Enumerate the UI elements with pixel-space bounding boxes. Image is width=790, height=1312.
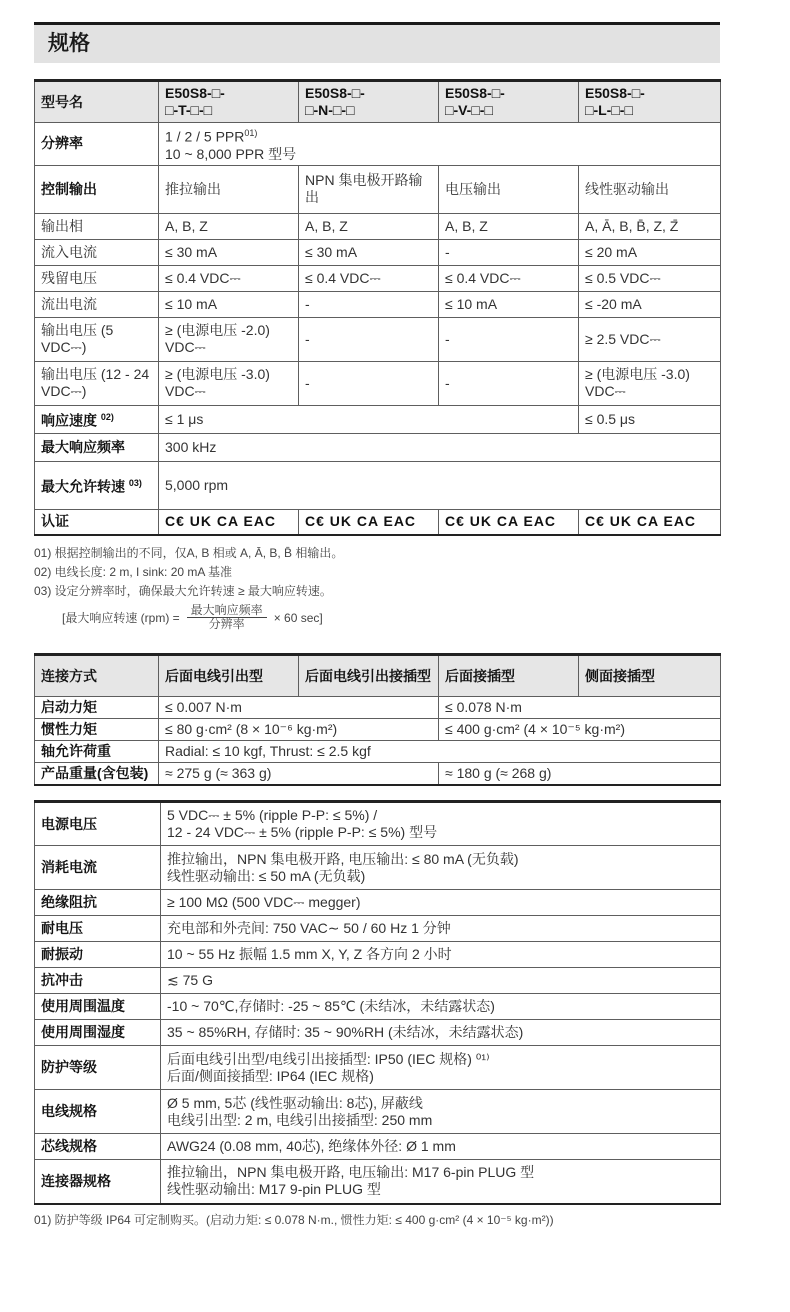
cell: ≈ 275 g (≈ 363 g) [159, 763, 439, 786]
row-label: 芯线规格 [35, 1134, 161, 1160]
row-label: 电源电压 [35, 802, 161, 846]
row-label: 产品重量(含包装) [35, 763, 159, 786]
table-row [35, 1090, 721, 1134]
table-row [35, 1046, 721, 1090]
cell: ≤ 0.078 N·m [439, 697, 721, 719]
table-row [35, 213, 721, 239]
formula-prefix: [最大响应转速 (rpm) = [62, 611, 180, 626]
environment-spec-table [34, 800, 721, 1205]
row-label: 连接器规格 [35, 1160, 161, 1204]
cell: ≥ 2.5 VDC⎓ [579, 317, 721, 361]
table-row [35, 123, 721, 166]
cell: ≤ 400 g·cm² (4 × 10⁻⁵ kg·m²) [439, 719, 721, 741]
footnote: 01) 防护等级 IP64 可定制购买。(启动力矩: ≤ 0.078 N·m., 惯性力矩: ≤ 400 g·cm² (4 × 10⁻⁵ kg·m²)) [34, 1212, 554, 1227]
header-model-v: E50S8-□- □-V-□-□ [439, 81, 579, 123]
cell-line: AWG24 (0.08 mm, 40芯), 绝缘体外径: Ø 1 mm [167, 1138, 456, 1155]
table-header-row [35, 655, 721, 697]
cell: A, B, Z [159, 213, 299, 239]
table-row [35, 165, 721, 213]
cell: ≥ (电源电压 -2.0) VDC⎓ [159, 317, 299, 361]
cell-line: Ø 5 mm, 5芯 (线性驱动输出: 8芯), 屏蔽线 [167, 1094, 423, 1111]
formula [62, 604, 720, 631]
row-label: 抗冲击 [35, 968, 161, 994]
table-row [35, 405, 721, 433]
cell: ≤ 30 mA [159, 239, 299, 265]
cell: ≥ (电源电压 -3.0) VDC⎓ [579, 361, 721, 405]
row-label-out12: 输出电压 (12 - 24 VDC⎓) [35, 361, 159, 405]
row-label: 轴允许荷重 [35, 741, 159, 763]
cell [161, 890, 721, 916]
row-label: 耐电压 [35, 916, 161, 942]
cell: - [439, 361, 579, 405]
row-label-response: 响应速度 $^{02)}$ [35, 405, 159, 433]
row-label-residual: 残留电压 [35, 265, 159, 291]
cell [161, 1160, 721, 1204]
cell [161, 916, 721, 942]
row-label-speed: 最大允许转速 $^{03)}$ [35, 461, 159, 509]
cell: - [299, 291, 439, 317]
table-header-row [35, 81, 721, 123]
cell: ≤ -20 mA [579, 291, 721, 317]
resolution-value: 1 / 2 / 5 PPR$^{01)}$ 10 ~ 8,000 PPR 型号 [159, 123, 721, 166]
header-col: 后面电线引出型 [159, 655, 299, 697]
table-row [35, 916, 721, 942]
table-row [35, 697, 721, 719]
cell-line: 推拉输出，NPN 集电极开路, 电压输出: M17 6-pin PLUG 型 [167, 1164, 535, 1181]
header-model-t: E50S8-□- □-T-□-□ [159, 81, 299, 123]
table-row [35, 291, 721, 317]
row-label-sink: 流入电流 [35, 239, 159, 265]
cell [161, 968, 721, 994]
output-spec-table [34, 79, 721, 536]
table-row [35, 994, 721, 1020]
cell: NPN 集电极开路输出 [299, 165, 439, 213]
row-label-cert: 认证 [35, 509, 159, 535]
table-row [35, 361, 721, 405]
row-label: 绝缘阻抗 [35, 890, 161, 916]
cell-line: 推拉输出，NPN 集电极开路, 电压输出: ≤ 80 mA (无负载) [167, 850, 519, 867]
table-row [35, 239, 721, 265]
cell: ≤ 0.5 VDC⎓ [579, 265, 721, 291]
cell-line: ≲ 75 G [167, 972, 213, 989]
cell: A, Ā, B, B̄, Z, Z̄ [579, 213, 721, 239]
row-label: 消耗电流 [35, 846, 161, 890]
cell-line: 12 - 24 VDC⎓ ± 5% (ripple P-P: ≤ 5%) 型号 [167, 824, 438, 841]
row-label: 防护等级 [35, 1046, 161, 1090]
cell: 线性驱动输出 [579, 165, 721, 213]
table-row [35, 846, 721, 890]
section-title: 规格 [34, 22, 720, 63]
cell: 300 kHz [159, 433, 721, 461]
cell-line: ≥ 100 MΩ (500 VDC⎓ megger) [167, 894, 361, 911]
mechanical-spec-table [34, 653, 721, 786]
cell: Radial: ≤ 10 kgf, Thrust: ≤ 2.5 kgf [159, 741, 721, 763]
cell: 推拉输出 [159, 165, 299, 213]
cell [161, 846, 721, 890]
certification-marks-icon: C€ UK CA EAC [439, 509, 579, 535]
cell-line: 后面电线引出型/电线引出接插型: IP50 (IEC 规格) ⁰¹⁾ [167, 1050, 490, 1067]
cell: ≤ 10 mA [159, 291, 299, 317]
table-row [35, 1134, 721, 1160]
row-label: 使用周围湿度 [35, 1020, 161, 1046]
note: 02) 电线长度: 2 m, I sink: 20 mA 基准 [34, 565, 233, 580]
certification-marks-icon: C€ UK CA EAC [159, 509, 299, 535]
header-model-n: E50S8-□- □-N-□-□ [299, 81, 439, 123]
cell: A, B, Z [299, 213, 439, 239]
cell: ≤ 1 μs [159, 405, 579, 433]
cell: - [439, 239, 579, 265]
row-label-control: 控制输出 [35, 165, 159, 213]
cell [161, 942, 721, 968]
note: 03) 设定分辨率时，确保最大允许转速 ≥ 最大响应转速。 [34, 584, 332, 599]
cell-line: 后面/侧面接插型: IP64 (IEC 规格) [167, 1067, 374, 1084]
header-model-l: E50S8-□- □-L-□-□ [579, 81, 721, 123]
cell [161, 1046, 721, 1090]
cell: ≤ 0.5 μs [579, 405, 721, 433]
formula-fraction [187, 604, 267, 631]
table-row [35, 802, 721, 846]
formula-suffix: × 60 sec] [273, 610, 323, 625]
cell [161, 1134, 721, 1160]
table-row [35, 433, 721, 461]
row-label-phase: 输出相 [35, 213, 159, 239]
spec-page [34, 22, 720, 1230]
cell: 电压输出 [439, 165, 579, 213]
certification-marks-icon: C€ UK CA EAC [579, 509, 721, 535]
cell-line: 35 ~ 85%RH, 存储时: 35 ~ 90%RH (未结冰，未结露状态) [167, 1024, 524, 1041]
table-row [35, 719, 721, 741]
header-col: 后面接插型 [439, 655, 579, 697]
table-row [35, 763, 721, 786]
cell-line: 充电部和外壳间: 750 VAC∼ 50 / 60 Hz 1 分钟 [167, 920, 451, 937]
row-label: 耐振动 [35, 942, 161, 968]
table-row [35, 741, 721, 763]
cell: ≥ (电源电压 -3.0) VDC⎓ [159, 361, 299, 405]
cell: 5,000 rpm [159, 461, 721, 509]
header-model: 型号名 [35, 81, 159, 123]
cell: ≤ 30 mA [299, 239, 439, 265]
row-label-freq: 最大响应频率 [35, 433, 159, 461]
table-row [35, 265, 721, 291]
cell: - [439, 317, 579, 361]
table-row [35, 461, 721, 509]
table-row [35, 890, 721, 916]
cell: ≤ 10 mA [439, 291, 579, 317]
cell [161, 1090, 721, 1134]
note: 01) 根据控制输出的不同，仅A, B 相或 A, Ā, B, B̄ 相输出。 [34, 546, 344, 561]
formula-numerator: 最大响应频率 [187, 604, 267, 618]
table-row [35, 509, 721, 535]
cell [161, 994, 721, 1020]
cell: ≤ 80 g·cm² (8 × 10⁻⁶ kg·m²) [159, 719, 439, 741]
header-connection: 连接方式 [35, 655, 159, 697]
cell: ≤ 0.007 N·m [159, 697, 439, 719]
row-label: 惯性力矩 [35, 719, 159, 741]
row-label-out5: 输出电压 (5 VDC⎓) [35, 317, 159, 361]
table-row [35, 1160, 721, 1204]
row-label-resolution: 分辨率 [35, 123, 159, 166]
cell: A, B, Z [439, 213, 579, 239]
cell: - [299, 361, 439, 405]
notes [34, 544, 720, 601]
row-label: 使用周围温度 [35, 994, 161, 1020]
cell: ≤ 0.4 VDC⎓ [159, 265, 299, 291]
cell-line: 线性驱动输出: M17 9-pin PLUG 型 [167, 1181, 381, 1198]
row-label-source: 流出电流 [35, 291, 159, 317]
table-row [35, 968, 721, 994]
cell-line: 5 VDC⎓ ± 5% (ripple P-P: ≤ 5%) / [167, 807, 378, 824]
cell-line: 线性驱动输出: ≤ 50 mA (无负载) [167, 867, 366, 884]
certification-marks-icon: C€ UK CA EAC [299, 509, 439, 535]
formula-denominator: 分辨率 [208, 617, 245, 632]
cell: ≤ 0.4 VDC⎓ [439, 265, 579, 291]
cell-line: 电线引出型: 2 m, 电线引出接插型: 250 mm [167, 1111, 433, 1128]
table-row [35, 942, 721, 968]
row-label: 启动力矩 [35, 697, 159, 719]
cell [161, 1020, 721, 1046]
cell-line: 10 ~ 55 Hz 振幅 1.5 mm X, Y, Z 各方向 2 小时 [167, 946, 452, 963]
cell: - [299, 317, 439, 361]
header-col: 后面电线引出接插型 [299, 655, 439, 697]
cell: ≤ 20 mA [579, 239, 721, 265]
cell: ≤ 0.4 VDC⎓ [299, 265, 439, 291]
header-col: 侧面接插型 [579, 655, 721, 697]
cell: ≈ 180 g (≈ 268 g) [439, 763, 721, 786]
table-row [35, 1020, 721, 1046]
table-row [35, 317, 721, 361]
cell-line: -10 ~ 70℃,存储时: -25 ~ 85℃ (未结冰，未结露状态) [167, 998, 495, 1015]
row-label: 电线规格 [35, 1090, 161, 1134]
cell [161, 802, 721, 846]
